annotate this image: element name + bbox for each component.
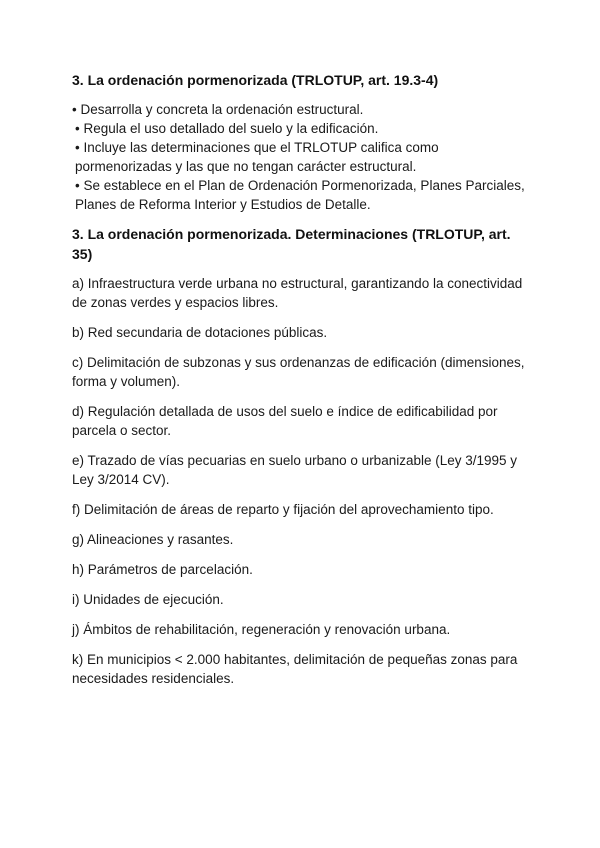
list-item: a) Infraestructura verde urbana no estructural, garantizando la conectividad de zonas verdes y espacios libres. <box>72 276 523 310</box>
section2-title: 3. La ordenación pormenorizada. Determinaciones (TRLOTUP, art. 35) <box>72 226 511 262</box>
bullet-item: • Se establece en el Plan de Ordenación Pormenorizada, Planes Parciales, Planes de Reforma Interior y Estudios de Detalle. <box>75 178 525 212</box>
section1-title: 3. La ordenación pormenorizada (TRLOTUP, art. 19.3-4) <box>72 72 439 88</box>
list-item: j) Ámbitos de rehabilitación, regeneración y renovación urbana. <box>72 622 451 637</box>
bullet-item: • Regula el uso detallado del suelo y la edificación. <box>75 121 379 136</box>
list-item: i) Unidades de ejecución. <box>72 592 224 607</box>
list-item: d) Regulación detallada de usos del suelo e índice de edificabilidad por parcela o sector. <box>72 404 498 438</box>
bullet-item: • Incluye las determinaciones que el TRLOTUP califica como pormenorizadas y las que no tengan carácter estructural. <box>75 140 439 174</box>
section2 <box>72 224 532 688</box>
bullet-item: • Desarrolla y concreta la ordenación estructural. <box>72 102 364 117</box>
list-item: g) Alineaciones y rasantes. <box>72 532 234 547</box>
list-item: k) En municipios < 2.000 habitantes, delimitación de pequeñas zonas para necesidades residenciales. <box>72 652 518 686</box>
list-item: e) Trazado de vías pecuarias en suelo urbano o urbanizable (Ley 3/1995 y Ley 3/2014 CV). <box>72 453 518 487</box>
list-item: h) Parámetros de parcelación. <box>72 562 253 577</box>
section1-bullet-list <box>72 100 532 214</box>
list-item: c) Delimitación de subzonas y sus ordenanzas de edificación (dimensiones, forma y volumen). <box>72 355 525 389</box>
list-item: b) Red secundaria de dotaciones públicas. <box>72 325 328 340</box>
list-item: f) Delimitación de áreas de reparto y fijación del aprovechamiento tipo. <box>72 502 494 517</box>
document-page <box>72 70 532 699</box>
